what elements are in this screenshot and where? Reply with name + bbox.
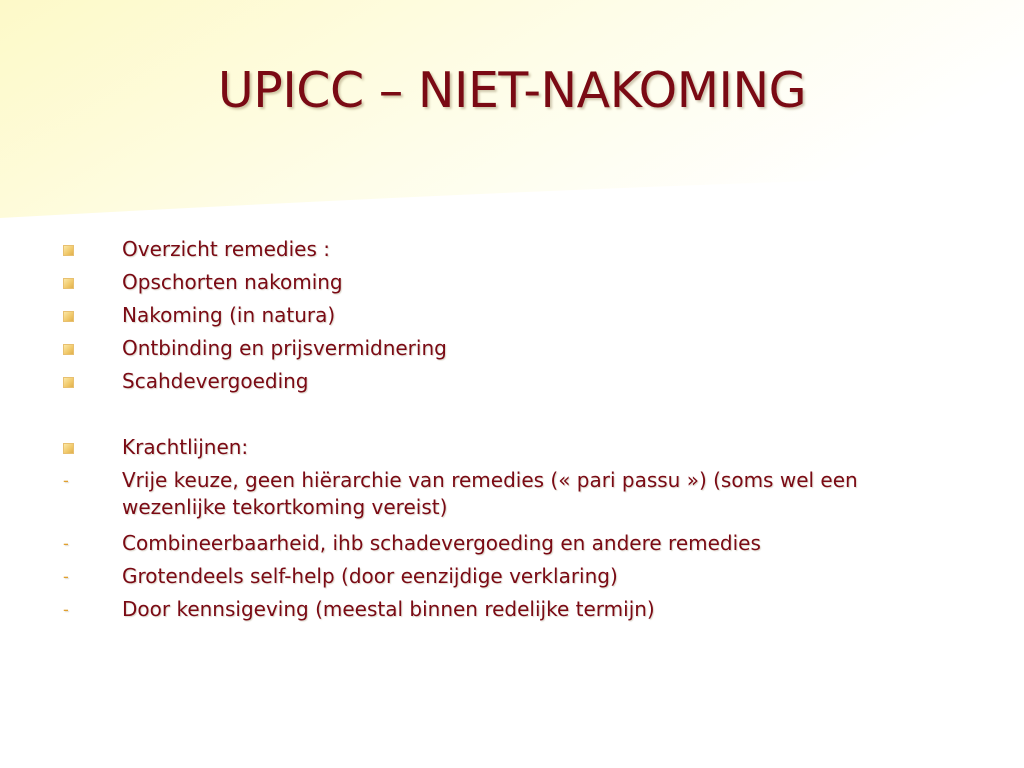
square-bullet-icon <box>63 245 74 256</box>
list-item-text: Overzicht remedies : <box>122 237 330 261</box>
list-item <box>0 365 1024 398</box>
list-item-text: Scahdevergoeding <box>122 369 309 393</box>
list-item-text: Opschorten nakoming <box>122 270 343 294</box>
dash-bullet-icon: - <box>63 567 69 586</box>
list-item-text: Vrije keuze, geen hiërarchie van remedies (« pari passu ») (soms wel een wezenlijke tekortkoming vereist) <box>122 468 858 519</box>
list-spacer <box>0 398 1024 431</box>
list-item-text: Ontbinding en prijsvermidnering <box>122 336 447 360</box>
list-item <box>0 431 1024 464</box>
list-item-text: Combineerbaarheid, ihb schadevergoeding en andere remedies <box>122 531 761 555</box>
square-bullet-icon <box>63 344 74 355</box>
list-item-text: Krachtlijnen: <box>122 435 249 459</box>
dash-bullet-icon: - <box>63 534 69 553</box>
dash-bullet-icon: - <box>63 600 69 619</box>
list-item <box>0 593 1024 626</box>
slide-title: UPICC – NIET-NAKOMING <box>217 62 807 119</box>
square-bullet-icon <box>63 311 74 322</box>
list-item <box>0 299 1024 332</box>
list-item <box>0 527 1024 560</box>
list-item-text: Grotendeels self-help (door eenzijdige verklaring) <box>122 564 618 588</box>
list-item <box>0 266 1024 299</box>
square-bullet-icon <box>63 443 74 454</box>
list-item <box>0 560 1024 593</box>
dash-bullet-icon: - <box>63 471 69 490</box>
square-bullet-icon <box>63 278 74 289</box>
list-item <box>0 464 1024 527</box>
bullet-list <box>0 233 1024 626</box>
square-bullet-icon <box>63 377 74 388</box>
list-item <box>0 332 1024 365</box>
list-item-text: Door kennsigeving (meestal binnen redelijke termijn) <box>122 597 655 621</box>
list-item <box>0 233 1024 266</box>
list-item-text: Nakoming (in natura) <box>122 303 336 327</box>
